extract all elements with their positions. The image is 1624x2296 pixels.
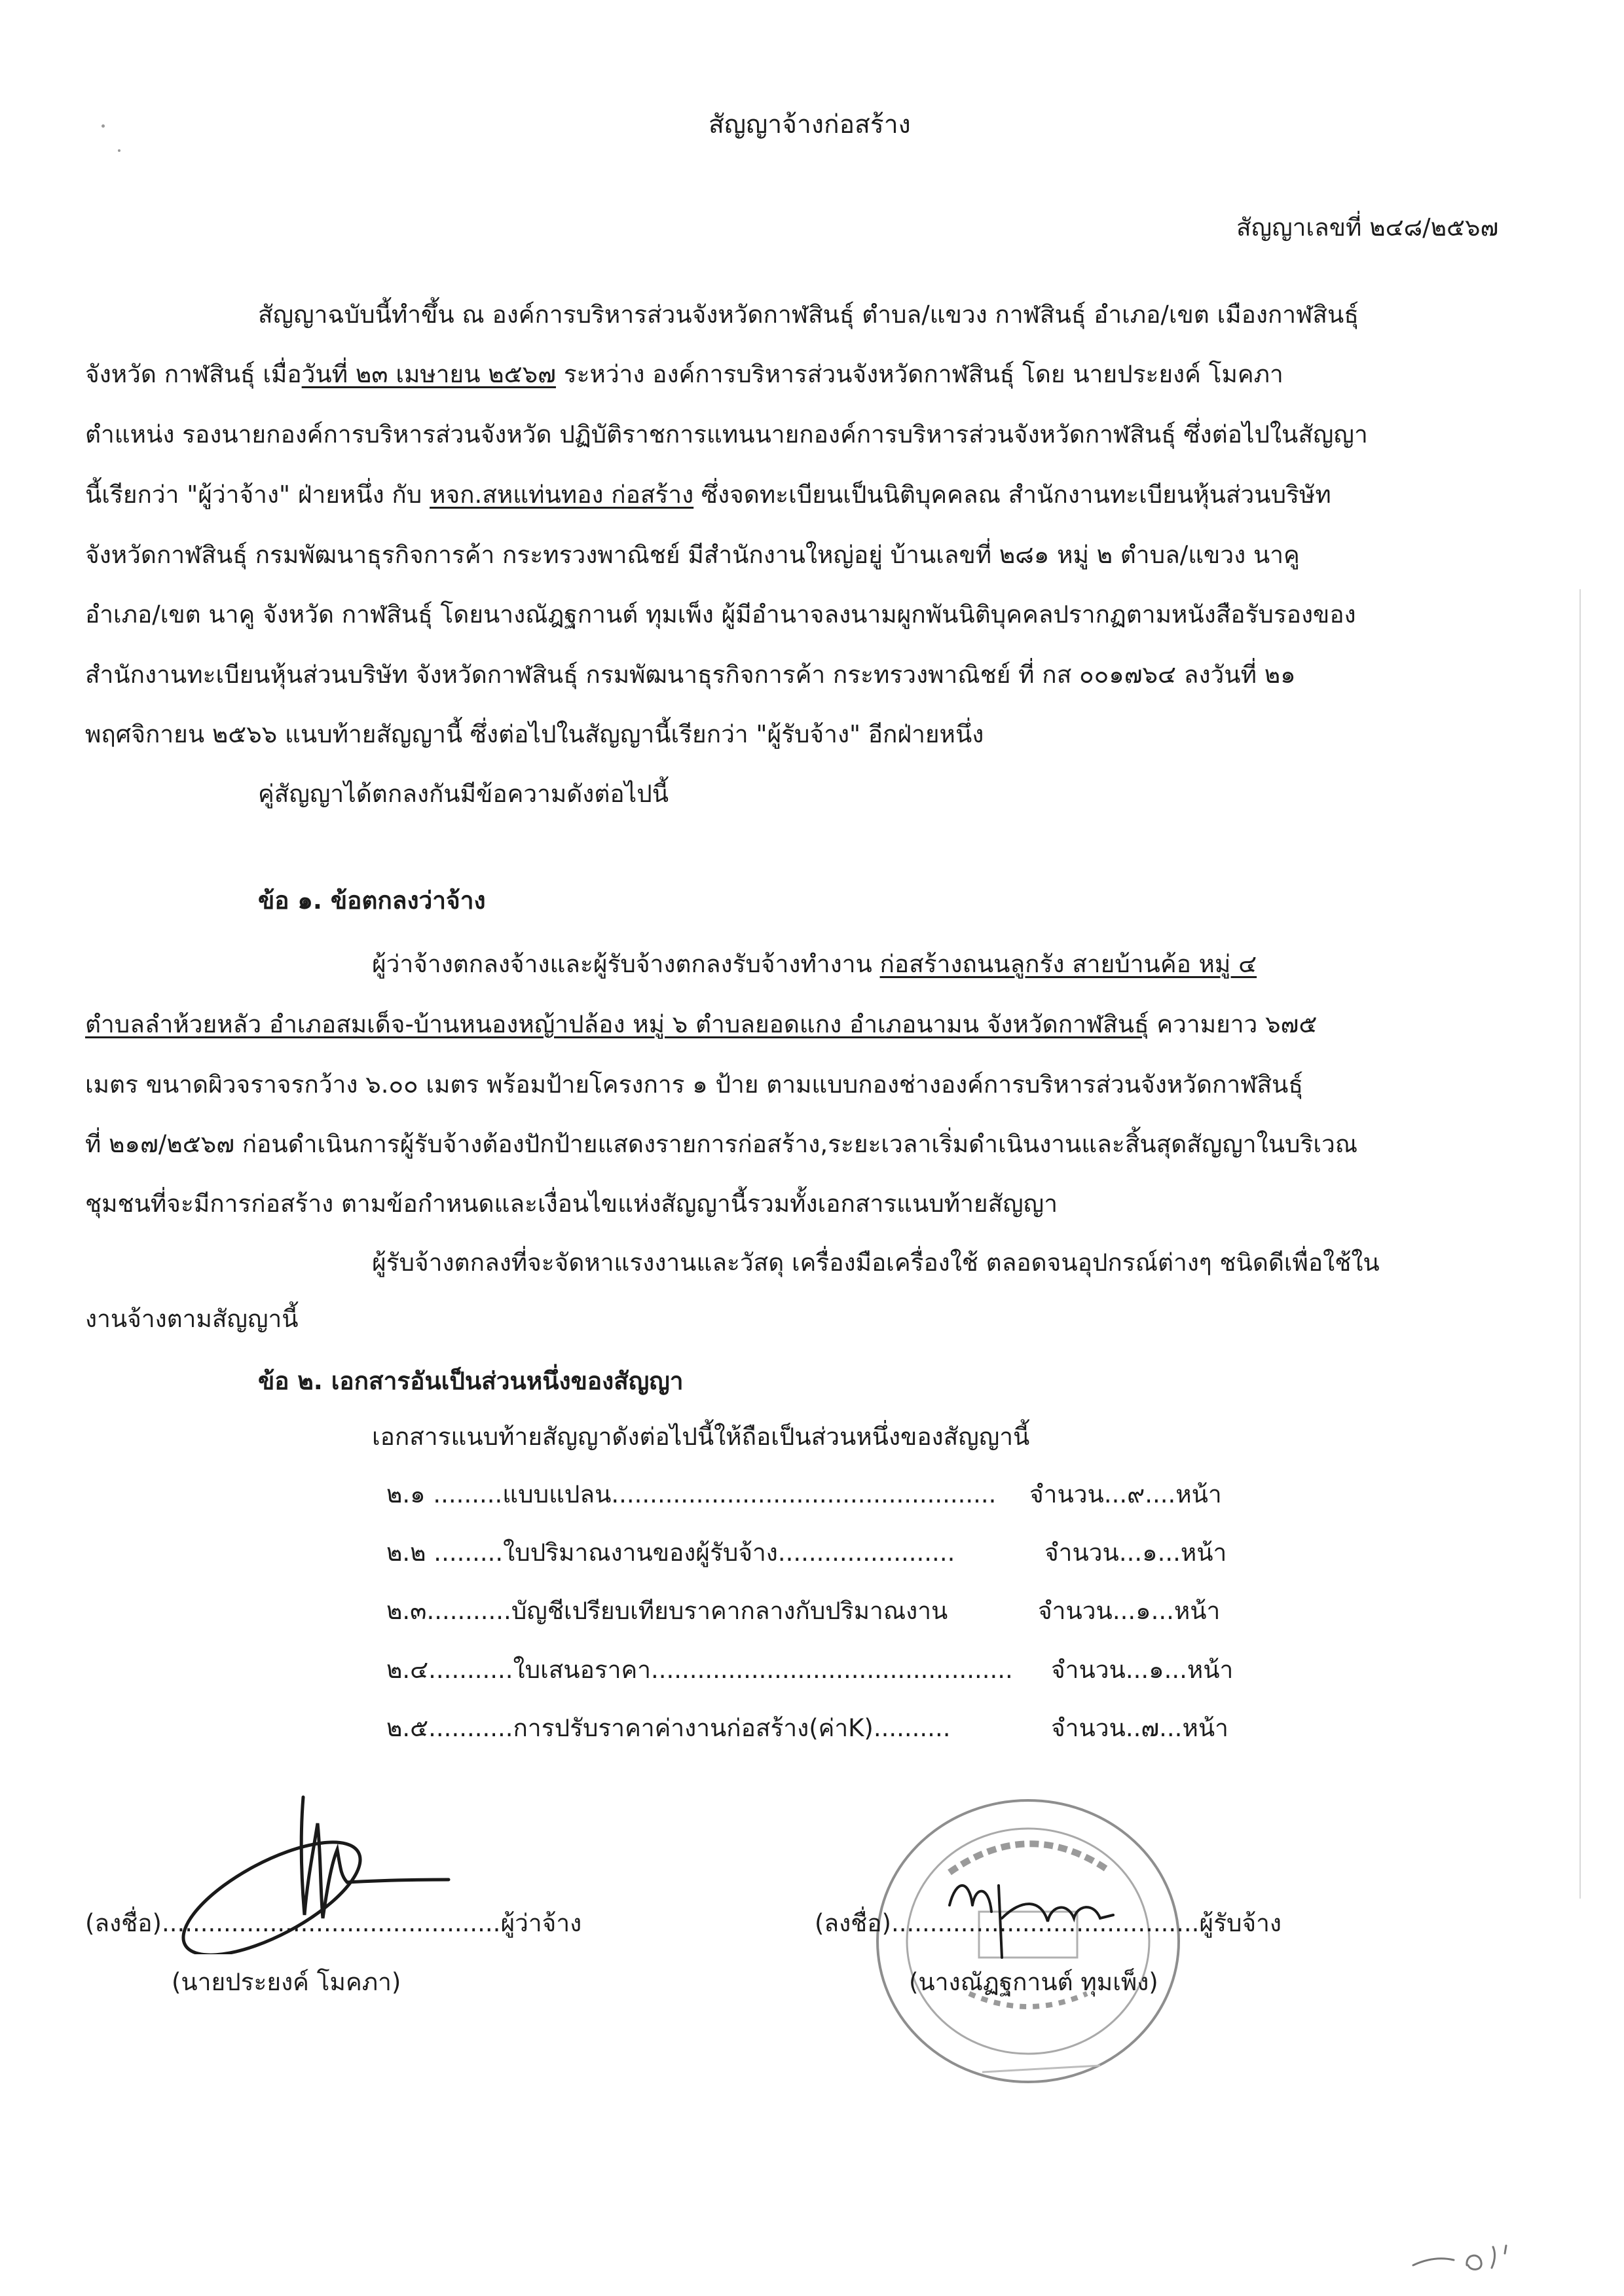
clause-2-intro: เอกสารแนบท้ายสัญญาดังต่อไปนี้ให้ถือเป็นส่วนหนึ่งของสัญญานี้ [372,1423,1030,1451]
clause-1-line-2: ตำบลลำห้วยหลัว อำเภอสมเด็จ-บ้านหนองหญ้าปล้อง หมู่ ๖ ตำบลยอดแกง อำเภอนามน จังหวัดกาฬสินธุ์ ความยาว ๖๗๕ [85,1010,1318,1038]
attachment-item: ๒.๓...........บัญชีเปรียบเทียบราคากลางกับปริมาณงาน [386,1597,948,1625]
clause-1-line-4: ที่ ๒๑๗/๒๕๖๗ ก่อนดำเนินการผู้รับจ้างต้องปักป้ายแสดงรายการก่อสร้าง,ระยะเวลาเริ่มดำเนินงานและสิ้นสุดสัญญาในบริเวณ [85,1130,1358,1158]
preamble-agreement: คู่สัญญาได้ตกลงกันมีข้อความดังต่อไปนี้ [258,780,669,808]
scan-speck [101,124,105,128]
contract-number: สัญญาเลขที่ ๒๔๘/๒๕๖๗ [1236,213,1499,242]
preamble-line-4: นี้เรียกว่า "ผู้ว่าจ้าง" ฝ่ายหนึ่ง กับ หจก.สหแท่นทอง ก่อสร้าง ซึ่งจดทะเบียนเป็นนิติบุคคลณ สำนักงานทะเบียนหุ้นส่วนบริษัท [85,481,1331,509]
attachment-item: ๒.๒ .........ใบปริมาณงานของผู้รับจ้าง....................... [386,1539,955,1567]
clause-1-line-7: งานจ้างตามสัญญานี้ [85,1305,299,1333]
clause-1-line-1: ผู้ว่าจ้างตกลงจ้างและผู้รับจ้างตกลงรับจ้างทำงาน ก่อสร้างถนนลูกรัง สายบ้านค้อ หมู่ ๔ [372,950,1257,978]
attachment-item: ๒.๑ .........แบบแปลน.................................................. [386,1480,997,1508]
attachment-item: ๒.๔...........ใบเสนอราคา............................................... [386,1656,1013,1684]
attachment-page-count: จำนวน...๑...หน้า [1038,1597,1221,1625]
clause-2-heading: ข้อ ๒. เอกสารอันเป็นส่วนหนึ่งของสัญญา [258,1367,684,1395]
contractor-signatory-name: (นางณัฏฐกานต์ ทุมเพ็ง) [909,1968,1158,1996]
attachment-item: ๒.๕...........การปรับราคาค่างานก่อสร้าง(ค่าK).......... [386,1714,951,1742]
preamble-line-5: จังหวัดกาฬสินธุ์ กรมพัฒนาธุรกิจการค้า กระทรวงพาณิชย์ มีสำนักงานใหญ่อยู่ บ้านเลขที่ ๒๘๑ หมู่ ๒ ตำบล/แขวง นาคู [85,541,1300,569]
clause-1-line-5: ชุมชนที่จะมีการก่อสร้าง ตามข้อกำหนดและเงื่อนไขแห่งสัญญานี้รวมทั้งเอกสารแนบท้ายสัญญา [85,1190,1058,1218]
preamble-line-6: อำเภอ/เขต นาคู จังหวัด กาฬสินธุ์ โดยนางณัฎฐกานต์ ทุมเพ็ง ผู้มีอำนาจลงนามผูกพันนิติบุคคลปรากฏตามหนังสือรับรองของ [85,600,1356,629]
attachment-page-count: จำนวน...๑...หน้า [1051,1656,1234,1684]
contractor-signature-line: (ลงชื่อ)........................................ผู้รับจ้าง [815,1909,1282,1937]
document-title: สัญญาจ้างก่อสร้าง [709,110,911,139]
attachment-page-count: จำนวน...๙....หน้า [1029,1480,1222,1508]
employer-signature-line: (ลงชื่อ)............................................ผู้ว่าจ้าง [85,1909,582,1937]
clause-1-heading: ข้อ ๑. ข้อตกลงว่าจ้าง [258,886,486,915]
scan-speck [118,149,120,152]
attachment-page-count: จำนวน..๗...หน้า [1051,1714,1228,1742]
preamble-line-3: ตำแหน่ง รองนายกองค์การบริหารส่วนจังหวัด ปฏิบัติราชการแทนนายกองค์การบริหารส่วนจังหวัดกาฬสินธุ์ ซึ่งต่อไปในสัญญา [85,420,1368,448]
preamble-line-1: สัญญาฉบับนี้ทำขึ้น ณ องค์การบริหารส่วนจังหวัดกาฬสินธุ์ ตำบล/แขวง กาฬสินธุ์ อำเภอ/เขต เมืองกาฬสินธุ์ [258,301,1359,329]
scan-fold-line [1579,589,1581,1899]
clause-1-line-6: ผู้รับจ้างตกลงที่จะจัดหาแรงงานและวัสดุ เครื่องมือเครื่องใช้ ตลอดจนอุปกรณ์ต่างๆ ชนิดดีเพื่อใช้ใน [372,1248,1380,1277]
handwritten-page-mark [1408,2239,1519,2278]
employer-signatory-name: (นายประยงค์ โมคภา) [172,1968,401,1996]
preamble-line-2: จังหวัด กาฬสินธุ์ เมื่อวันที่ ๒๓ เมษายน ๒๕๖๗ ระหว่าง องค์การบริหารส่วนจังหวัดกาฬสินธุ์ โดย นายประยงค์ โมคภา [85,360,1283,388]
preamble-line-7: สำนักงานทะเบียนหุ้นส่วนบริษัท จังหวัดกาฬสินธุ์ กรมพัฒนาธุรกิจการค้า กระทรวงพาณิชย์ ที่ กส ๐๐๑๗๖๔ ลงวันที่ ๒๑ [85,661,1296,689]
preamble-line-8: พฤศจิกายน ๒๕๖๖ แนบท้ายสัญญานี้ ซึ่งต่อไปในสัญญานี้เรียกว่า "ผู้รับจ้าง" อีกฝ่ายหนึ่ง [85,720,984,748]
clause-1-line-3: เมตร ขนาดผิวจราจรกว้าง ๖.๐๐ เมตร พร้อมป้ายโครงการ ๑ ป้าย ตามแบบกองช่างองค์การบริหารส่วนจังหวัดกาฬสินธุ์ [85,1070,1303,1099]
attachment-page-count: จำนวน...๑...หน้า [1044,1539,1227,1567]
